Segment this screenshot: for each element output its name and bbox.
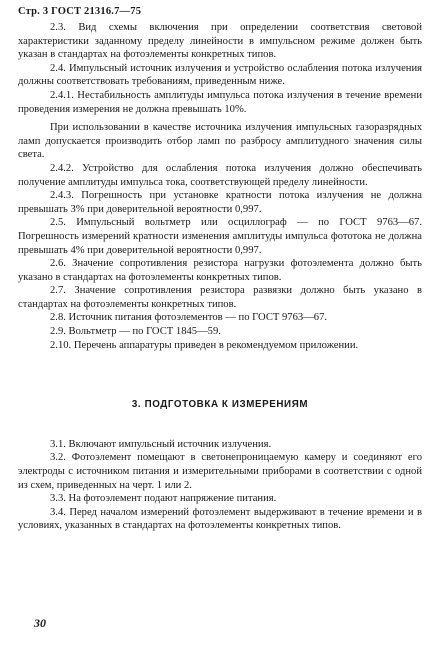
paragraph-gas-lamps: При использовании в качестве источника излучения импульсных газоразрядных ламп допускается производить отбор ламп по разбросу амплитудного значения силы света.: [18, 122, 422, 161]
paragraph-3-1: 3.1. Включают импульсный источник излучения.: [50, 438, 272, 450]
paragraph-2-9: 2.9. Вольтметр — по ГОСТ 1845—59.: [50, 326, 221, 338]
paragraph-2-4-3: 2.4.3. Погрешность при установке кратности потока излучения не должна превышать 3% при доверительной вероятности 0,997.: [18, 190, 422, 215]
paragraph-3-3: 3.3. На фотоэлемент подают напряжение питания.: [50, 493, 277, 505]
paragraph-2-7: 2.7. Значение сопротивления резистора развязки должно быть указано в стандартах на фотоэлементы конкретных типов.: [18, 285, 422, 310]
paragraph-3-2: 3.2. Фотоэлемент помещают в светонепроницаемую камеру и соединяют его электроды с источником питания и измерительными приборами в соответствии с одной из схем, приведенных на черт. 1 или 2.: [18, 452, 422, 491]
paragraph-2-10: 2.10. Перечень аппаратуры приведен в рекомендуемом приложении.: [50, 339, 359, 351]
paragraph-2-4-1: 2.4.1. Нестабильность амплитуды импульса потока излучения в течение времени проведения измерения не должна превышать 10%.: [18, 89, 422, 115]
document-body: [18, 21, 422, 533]
paragraph-2-5: 2.5. Импульсный вольтметр или осциллограф — по ГОСТ 9763—67. Погрешность измерений кратности изменения амплитуды импульса фототока не должна превышать 4% при доверительной вероятности 0,997.: [18, 217, 422, 256]
paragraph-2-6: 2.6. Значение сопротивления резистора нагрузки фотоэлемента должно быть указано в стандартах на фотоэлементы конкретных типов.: [18, 258, 422, 283]
page-number: 30: [34, 616, 46, 630]
section-heading: 3. ПОДГОТОВКА К ИЗМЕРЕНИЯМ: [131, 399, 309, 411]
paragraph-3-4: 3.4. Перед началом измерений фотоэлемент выдерживают в течение времени и в условиях, указанных в стандартах на фотоэлементы конкретных типов.: [18, 506, 422, 532]
paragraph-2-3: 2.3. Вид схемы включения при определении соответствия световой характеристики заданному пределу линейности в импульсном режиме должен быть указан в стандартах на фотоэлементы конкретных типов.: [18, 22, 422, 61]
running-header: Стр. 3 ГОСТ 21316.7—75: [18, 6, 142, 17]
paragraph-2-4: 2.4. Импульсный источник излучения и устройство ослабления потока излучения должны соответствовать требованиям, приведенным ниже.: [18, 62, 422, 88]
paragraph-2-8: 2.8. Источник питания фотоэлементов — по ГОСТ 9763—67.: [50, 312, 328, 324]
paragraph-2-4-2: 2.4.2. Устройство для ослабления потока излучения должно обеспечивать получение амплитуды импульса тока, соответствующей пределу линейности.: [18, 162, 422, 188]
